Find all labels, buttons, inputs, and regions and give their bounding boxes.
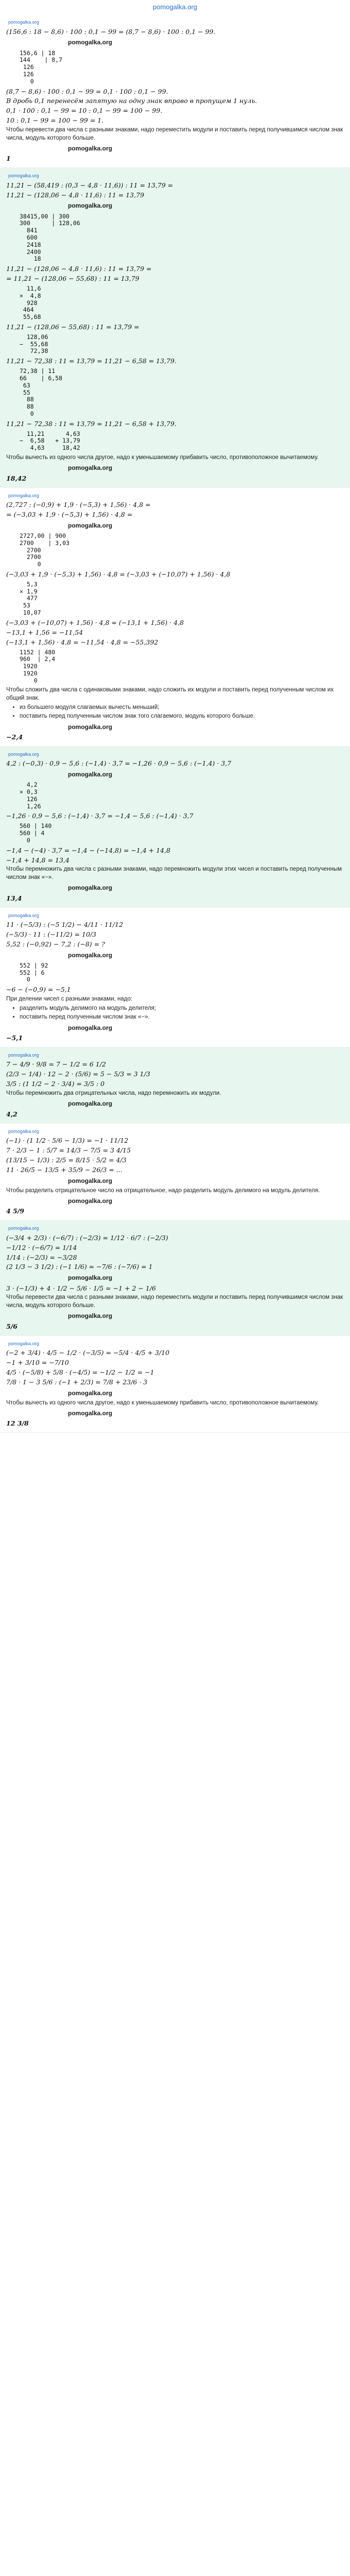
rule-text: Чтобы перевести два числа с разными знаками, надо переместить модули и поставить перед получившимся числом знак числа, модуль которого больше. [6, 127, 345, 141]
math-line: 5,52 : (−0,92) − 7,2 : (−8) = ? [6, 940, 105, 948]
watermark-small: pomogalka.org [8, 20, 39, 25]
math-line: −13,1 + 1,56 = −11,54 [6, 628, 83, 636]
watermark: pomogalka.org [68, 521, 113, 529]
rule-text: Чтобы разделить отрицательное число на отрицательное, надо разделить модуль делимого на модуль делителя. [6, 1187, 320, 1194]
solution-section [0, 1047, 350, 1124]
column-calc: 11,6 × 4,8 928 464 55,68 [20, 285, 41, 321]
solution-section [0, 168, 350, 487]
math-line: 7 · 2/3 − 1 : 5/7 = 14/3 − 7/5 = 3 4/15 [6, 1146, 131, 1154]
math-line: −1,26 · 0,9 − 5,6 : (−1,4) · 3,7 = −1,4 − 5,6 : (−1,4) · 3,7 [6, 812, 194, 820]
solution-section [0, 1221, 350, 1335]
solution-section [0, 488, 350, 747]
math-line: (2/3 − 1/4) · 12 − 2 · (5/6) = 5 − 5/3 = 3 1/3 [6, 1070, 150, 1078]
column-calc: 156,6 | 18 144 | 8,7 126 126 0 [20, 49, 63, 85]
watermark: pomogalka.org [68, 1024, 113, 1031]
solution-section [0, 14, 350, 168]
math-line: 4,2 : (−0,3) · 0,9 − 5,6 : (−1,4) · 3,7 = −1,26 · 0,9 − 5,6 : (−1,4) · 3,7 [6, 759, 232, 768]
math-line: 4/5 · (−5/8) + 5/8 · (−4/5) = −1/2 − 1/2 = −1 [6, 1368, 154, 1376]
answer: 13,4 [6, 894, 22, 902]
answer: 12 3/8 [6, 1419, 29, 1428]
solution-section [0, 1124, 350, 1221]
watermark: pomogalka.org [68, 1197, 113, 1205]
math-line: (2,727 : (−0,9) + 1,9 · (−5,3) + 1,56) · 4,8 = [6, 501, 151, 509]
math-line: (−3,03 + 1,9 · (−5,3) + 1,56) · 4,8 = (−3,03 + (−10,07) + 1,56) · 4,8 [6, 570, 231, 579]
math-line: (−5/3) · 11 : (−11/2) = 10/3 [6, 930, 97, 938]
solution-section [0, 908, 350, 1047]
math-line: 1/14 : (−2/3) = −3/28 [6, 1253, 77, 1261]
rule-text: При делении чисел с разными знаками, надо: [6, 996, 133, 1003]
rule-steps [6, 704, 344, 721]
math-line: 3 · (−1/3) + 4 · 1/2 − 5/6 · 1/5 = −1 + 2 − 1/6 [6, 1284, 156, 1292]
rule-text: Чтобы сложить два числа с одинаковыми знаками, надо сложить их модули и поставить перед полученным числом их общий знак. [6, 687, 336, 701]
math-line: (−1) · (1 1/2 · 5/6 − 1/3) = −1 · 11/12 [6, 1137, 129, 1145]
watermark-small: pomogalka.org [8, 912, 39, 918]
rule-step: • из большего модуля слагаемых вычесть меньший; [20, 704, 344, 712]
math-line: (156,6 : 18 − 8,6) · 100 : 0,1 − 99 = (8,7 − 8,6) · 100 : 0,1 − 99. [6, 27, 216, 36]
column-calc: 2727,00 | 900 2700 | 3,03 2700 2700 0 [20, 532, 69, 568]
math-line: (8,7 − 8,6) · 100 : 0,1 − 99 = 0,1 · 100 : 0,1 − 99. [6, 87, 168, 95]
column-calc: 4,2 × 0,3 126 1,26 [20, 781, 41, 810]
rule-step: • разделить модуль делимого на модуль делителя; [20, 1005, 344, 1013]
answer: 18,42 [6, 474, 27, 482]
watermark: pomogalka.org [68, 145, 113, 152]
watermark: pomogalka.org [68, 39, 113, 46]
solution-section [0, 1336, 350, 1433]
column-calc: 38415,00 | 300 300 | 128,06 841 600 2418 2400 18 [20, 212, 80, 263]
math-line: (13/15 − 1/3) : 2/5 = 8/15 · 5/2 = 4/3 [6, 1156, 127, 1164]
math-line: 7 − 4/9 · 9/8 = 7 − 1/2 = 6 1/2 [6, 1060, 106, 1069]
watermark-small: pomogalka.org [8, 1128, 39, 1134]
rule-text: Чтобы перемножить два числа с разными знаками, надо перемножить модули этих чисел и поставить перед полученным числом знак «−». [6, 866, 344, 880]
math-line: −6 − (−0,9) = −5,1 [6, 986, 71, 994]
solution-content [0, 14, 350, 1433]
math-line: 11 · (−5/3) : (−5 1/2) − 4/11 · 11/12 [6, 921, 124, 929]
math-line: −1,4 − (−4) · 3,7 = −1,4 − (−14,8) = −1,4 + 14,8 [6, 846, 171, 854]
watermark: pomogalka.org [68, 464, 113, 472]
math-line: 11 · 26/5 − 13/5 + 35/9 − 26/3 = ... [6, 1165, 122, 1174]
watermark-small: pomogalka.org [8, 1341, 39, 1346]
rule-steps [6, 1005, 344, 1022]
math-line: (2 1/3 − 3 1/2) : (−1 1/6) = −7/6 : (−7/6) = 1 [6, 1263, 153, 1271]
watermark: pomogalka.org [68, 771, 113, 778]
watermark-small: pomogalka.org [8, 493, 39, 498]
math-line: −1/12 · (−6/7) = 1/14 [6, 1243, 77, 1251]
answer: 4,2 [6, 1110, 18, 1118]
watermark: pomogalka.org [68, 884, 113, 892]
math-line: 11,21 − 72,38 : 11 = 13,79 = 11,21 − 6,58 + 13,79. [6, 419, 177, 428]
rule-step: • поставить перед полученным числом знак того слагаемого, модуль которого больше. [20, 713, 344, 721]
math-line: 0,1 · 100 : 0,1 − 99 = 10 : 0,1 − 99 = 100 − 99. [6, 107, 163, 115]
watermark-small: pomogalka.org [8, 1226, 39, 1231]
answer: −2,4 [6, 733, 23, 741]
watermark-small: pomogalka.org [8, 1052, 39, 1058]
math-line: 11,21 − 72,38 : 11 = 13,79 = 11,21 − 6,58 = 13,79. [6, 357, 177, 365]
math-line: 11,21 − (128,06 − 55,68) : 11 = 13,79 = [6, 323, 139, 331]
column-calc: 1152 | 480 960 | 2,4 1920 1920 0 [20, 648, 56, 684]
watermark: pomogalka.org [68, 951, 113, 959]
site-brand[interactable]: pomogalka.org [153, 3, 197, 11]
math-line: 11,21 − (58,419 : (0,3 − 4,8 · 11,6)) : 11 = 13,79 = [6, 181, 173, 189]
watermark-small: pomogalka.org [8, 173, 39, 179]
rule-text: Чтобы перемножить два отрицательных числа, надо перемножить их модули. [6, 1090, 221, 1096]
watermark: pomogalka.org [68, 1177, 113, 1184]
watermark: pomogalka.org [68, 202, 113, 210]
column-calc: 552 | 92 552 | 6 0 [20, 961, 48, 984]
rule-text: Чтобы вычесть из одного числа другое, надо к уменьшаемому прибавить число, противоположное вычитаемому. [6, 1399, 319, 1406]
math-line: −1 + 3/10 = −7/10 [6, 1358, 69, 1366]
answer: −5,1 [6, 1033, 23, 1042]
answer: 4 5/9 [6, 1207, 25, 1215]
math-line: 10 : 0,1 − 99 = 100 − 99 = 1. [6, 116, 104, 125]
math-line: (−3/4 + 2/3) · (−6/7) : (−2/3) = 1/12 · 6/7 : (−2/3) [6, 1233, 168, 1242]
solution-section [0, 747, 350, 908]
column-calc: 11,21 4,63 − 6,58 + 13,79 4,63 18,42 [20, 430, 80, 452]
column-calc: 128,06 − 55,68 72,38 [20, 333, 48, 355]
answer: 5/6 [6, 1322, 18, 1330]
watermark: pomogalka.org [68, 723, 113, 731]
math-line: = (−3,03 + 1,9 · (−5,3) + 1,56) · 4,8 = [6, 510, 133, 518]
watermark: pomogalka.org [68, 1410, 113, 1417]
math-line: −1,4 + 14,8 = 13,4 [6, 856, 69, 864]
math-line: (−13,1 + 1,56) · 4,8 = −11,54 · 4,8 = −55,392 [6, 638, 159, 646]
math-line: В дробь 0,1 перенесём запятую на одну знак вправо в пропущем 1 нуль. [6, 97, 257, 105]
math-line: 11,21 − (128,06 − 4,8 · 11,6) : 11 = 13,79 = [6, 265, 152, 273]
math-line: 11,21 − (128,06 − 4,8 · 11,6) : 11 = 13,79 [6, 191, 145, 199]
watermark: pomogalka.org [68, 1389, 113, 1397]
watermark: pomogalka.org [68, 1312, 113, 1320]
rule-text: Чтобы перевести два числа с разными знаками, надо переместить модули и поставить перед получившимся числом знак числа, модуль которого больше. [6, 1294, 345, 1309]
math-line: (−3,03 + (−10,07) + 1,56) · 4,8 = (−13,1 + 1,56) · 4,8 [6, 618, 184, 626]
math-line: 3/5 : (1 1/2 − 2 · 3/4) = 3/5 : 0 [6, 1080, 105, 1088]
math-line: = 11,21 − (128,06 − 55,68) : 11 = 13,79 [6, 275, 139, 283]
rule-step: • поставить перед полученным числом знак «−». [20, 1013, 344, 1022]
watermark-small: pomogalka.org [8, 751, 39, 757]
column-calc: 560 | 140 560 | 4 0 [20, 822, 52, 844]
watermark: pomogalka.org [68, 1274, 113, 1282]
watermark: pomogalka.org [68, 1100, 113, 1108]
math-line: 7/8 · 1 − 3 5/6 : (−1 + 2/3) = 7/8 + 23/6 · 3 [6, 1378, 148, 1386]
rule-text: Чтобы вычесть из одного числа другое, надо к уменьшаемому прибавить число, противоположное вычитаемому. [6, 454, 319, 461]
answer: 1 [6, 155, 11, 163]
math-line: (−2 + 3/4) · 4/5 − 1/2 · (−3/5) = −5/4 · 4/5 + 3/10 [6, 1349, 170, 1357]
column-calc: 72,38 | 11 66 | 6,58 63 55 88 88 0 [20, 367, 63, 417]
column-calc: 5,3 × 1,9 477 53 10,07 [20, 580, 41, 617]
